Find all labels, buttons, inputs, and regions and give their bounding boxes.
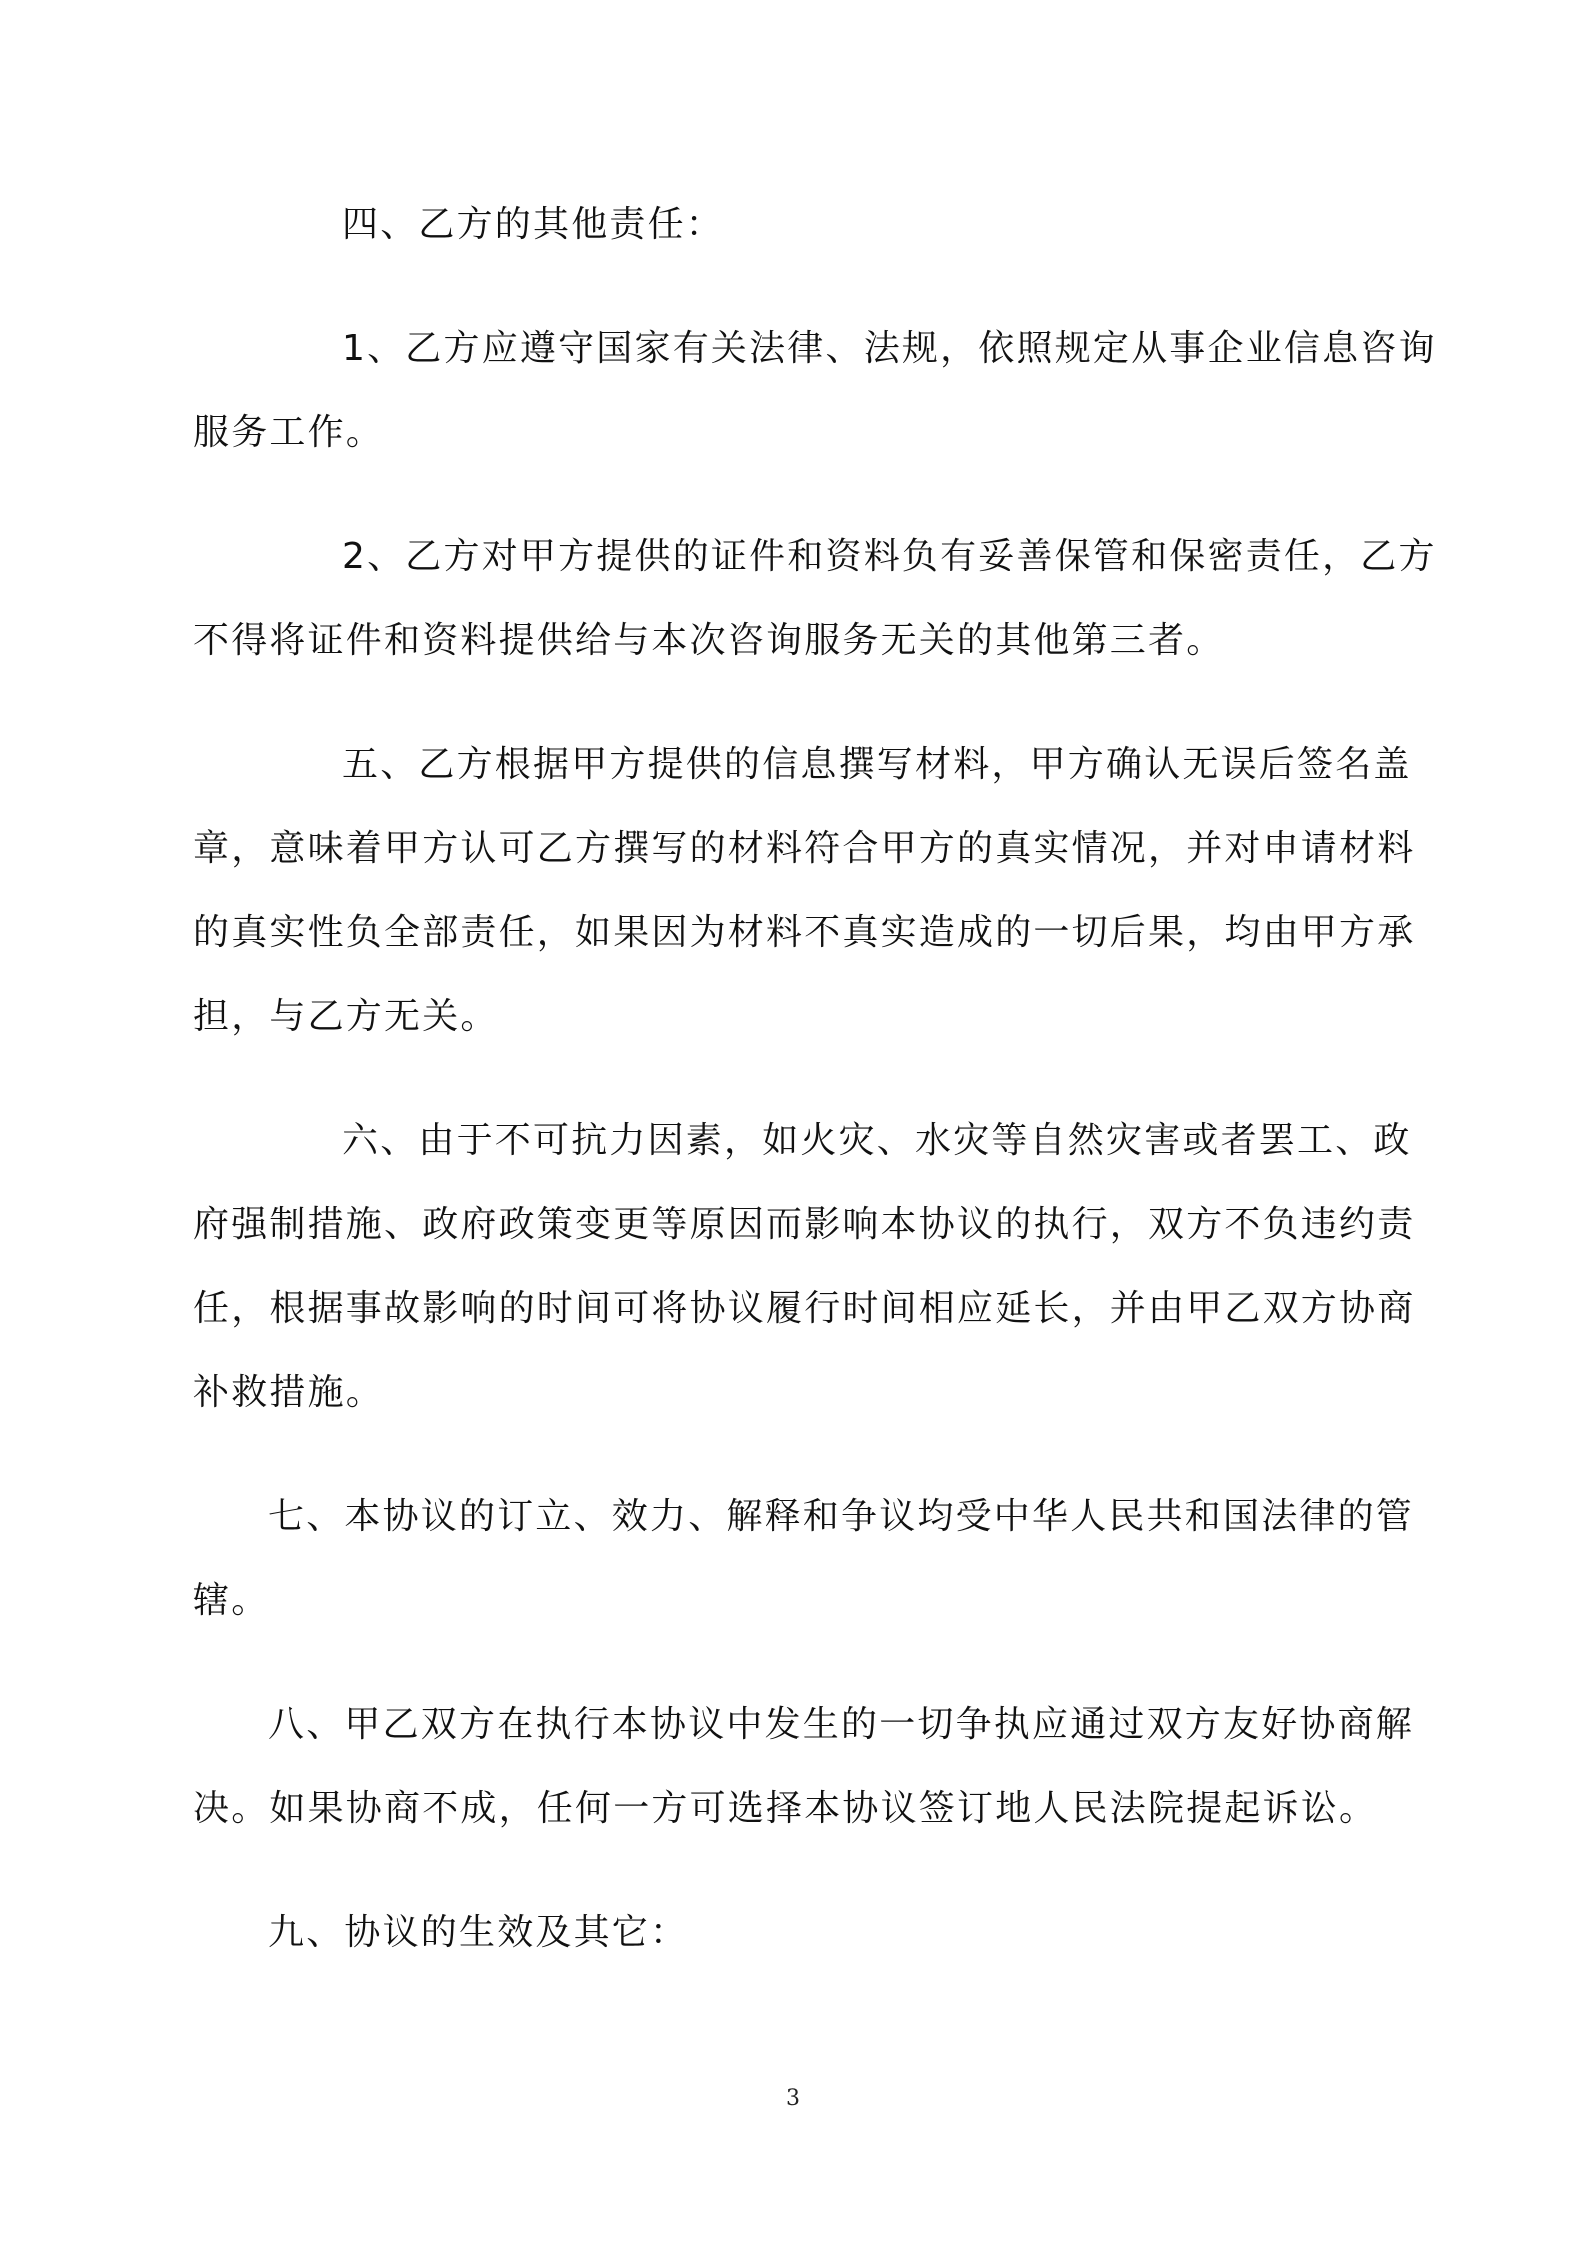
section-8-line-2: 决。如果协商不成，任何一方可选择本协议签订地人民法院提起诉讼。 [193, 1788, 1378, 1829]
section-8-line-1: 八、甲乙双方在执行本协议中发生的一切争执应通过双方友好协商解 [268, 1704, 1415, 1745]
section-heading-4: 四、乙方的其他责任： [342, 204, 725, 245]
section-6-line-1: 六、由于不可抗力因素，如火灾、水灾等自然灾害或者罢工、政 [342, 1120, 1412, 1161]
paragraph-4-2-line-1: 2、乙方对甲方提供的证件和资料负有妥善保管和保密责任，乙方 [342, 536, 1437, 577]
section-7-line-2: 辖。 [193, 1580, 270, 1621]
page-number: 3 [786, 2086, 800, 2111]
section-7-line-1: 七、本协议的订立、效力、解释和争议均受中华人民共和国法律的管 [268, 1496, 1415, 1537]
section-5-line-3: 的真实性负全部责任，如果因为材料不真实造成的一切后果，均由甲方承 [193, 912, 1416, 953]
paragraph-4-2-line-2: 不得将证件和资料提供给与本次咨询服务无关的其他第三者。 [193, 620, 1225, 661]
section-5-line-2: 章，意味着甲方认可乙方撰写的材料符合甲方的真实情况，并对申请材料 [193, 828, 1416, 869]
section-6-line-3: 任，根据事故影响的时间可将协议履行时间相应延长，并由甲乙双方协商 [193, 1288, 1416, 1329]
paragraph-4-1-line-2: 服务工作。 [193, 412, 385, 453]
section-6-line-4: 补救措施。 [193, 1372, 385, 1413]
section-6-line-2: 府强制措施、政府政策变更等原因而影响本协议的执行，双方不负违约责 [193, 1204, 1416, 1245]
paragraph-4-1-line-1: 1、乙方应遵守国家有关法律、法规，依照规定从事企业信息咨询 [342, 328, 1437, 369]
section-5-line-4: 担，与乙方无关。 [193, 996, 499, 1037]
section-5-line-1: 五、乙方根据甲方提供的信息撰写材料，甲方确认无误后签名盖 [342, 744, 1412, 785]
section-9-heading: 九、协议的生效及其它： [268, 1912, 689, 1953]
